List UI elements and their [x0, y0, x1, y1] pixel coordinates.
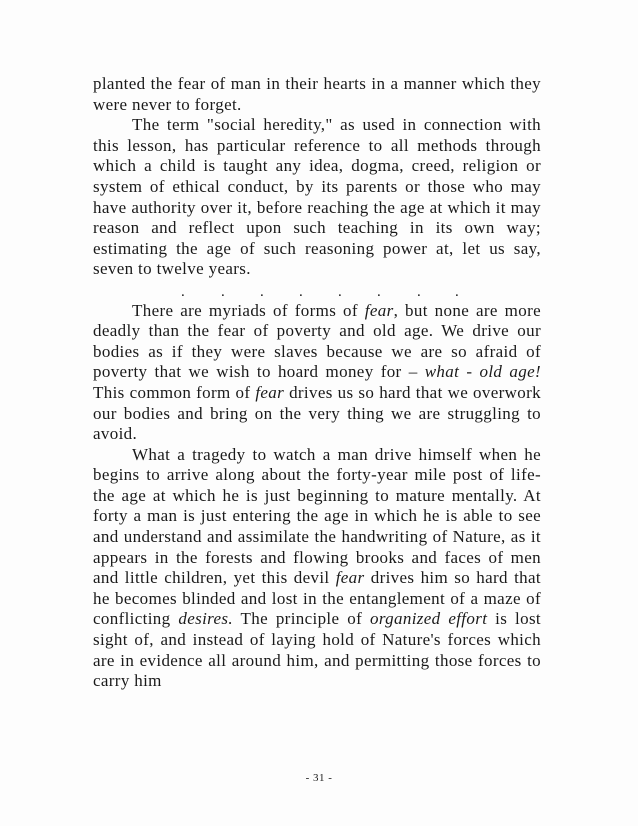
- separator-dot: .: [338, 283, 343, 300]
- separator-dot: .: [181, 283, 186, 300]
- separator-dot: .: [221, 283, 226, 300]
- body-text: [93, 74, 541, 692]
- paragraph-fear-of-poverty: There are myriads of forms of fear, but none are more deadly than the fear of poverty and old age. We drive our bodies as if they were slaves because we are so afraid of poverty that we wish to hoard money for – what - old age! This common form of fear drives us so hard that we overwork our bodies and bring on the very thing we are struggling to avoid.: [93, 300, 542, 444]
- separator-dot: .: [260, 283, 265, 300]
- separator-dot: .: [455, 283, 460, 300]
- separator-dot: .: [417, 283, 422, 300]
- paragraph-social-heredity: The term "social heredity," as used in connection with this lesson, has particular reference to all methods through which a child is taught any idea, dogma, creed, religion or system of ethical conduct, by its parents or those who may have authority over it, before reaching the age at which it may reason and reflect upon such teaching in its own way; estimating the age of such reasoning power at, let us say, seven to twelve years.: [93, 115, 541, 279]
- section-separator: [93, 280, 541, 301]
- separator-dot: .: [299, 283, 304, 300]
- paragraph-continuation: planted the fear of man in their hearts in a manner which they were never to forget.: [93, 74, 541, 114]
- paragraph-tragedy: What a tragedy to watch a man drive himself when he begins to arrive along about the forty-year mile post of life-the age at which he is just beginning to mature mentally. At forty a man is just entering the age in which he is able to see and understand and assimilate the handwriting of Nature, as it appears in the forests and flowing brooks and faces of men and little children, yet this devil fear drives him so hard that he becomes blinded and lost in the entanglement of a maze of conflicting desires. The principle of organized effort is lost sight of, and instead of laying hold of Nature's forces which are in evidence all around him, and permitting those forces to carry him: [93, 444, 541, 691]
- page-number: - 31 -: [305, 772, 333, 784]
- separator-dot: .: [377, 283, 382, 300]
